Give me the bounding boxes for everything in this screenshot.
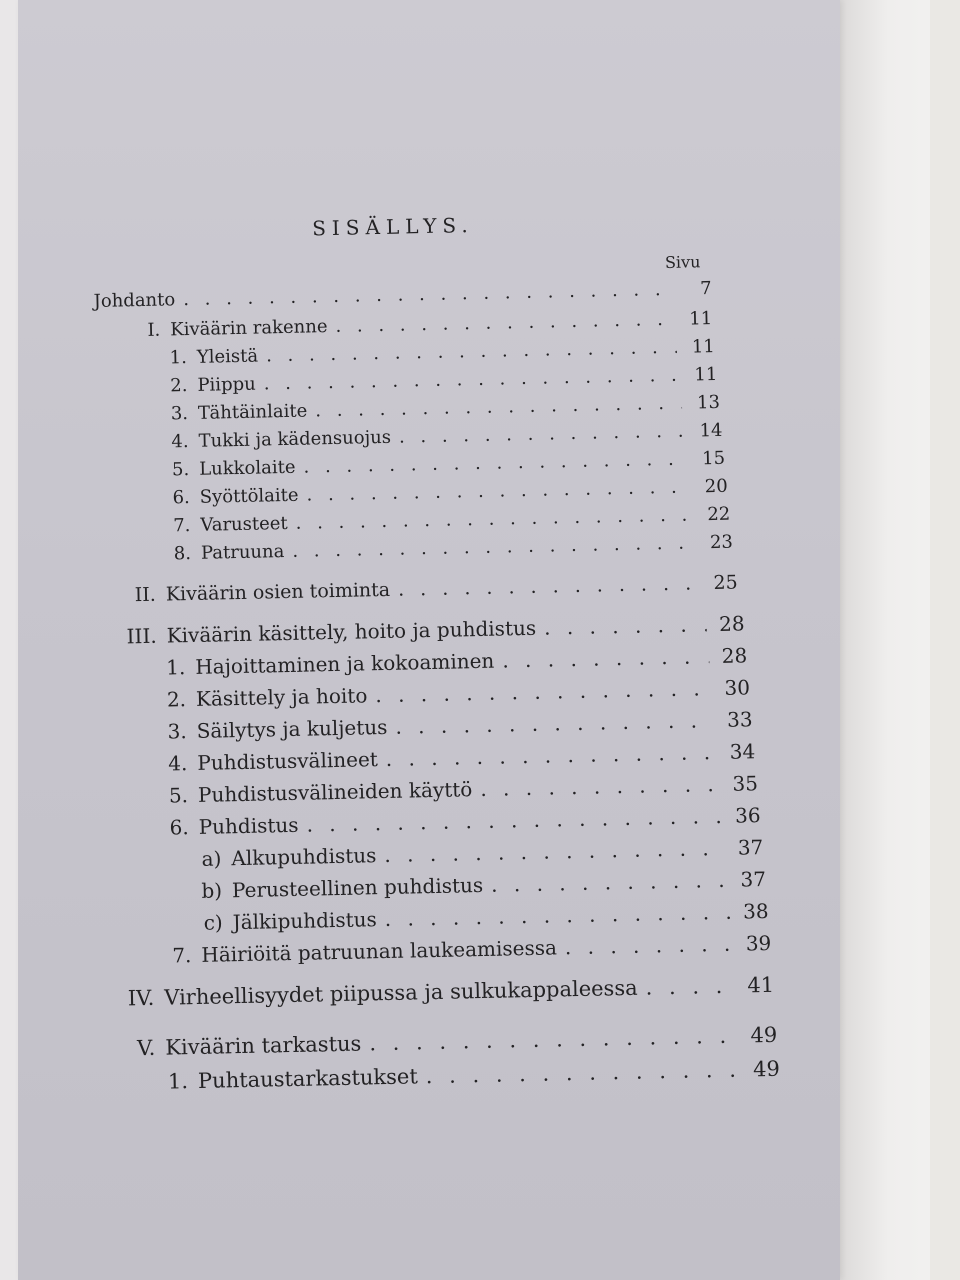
toc-entry-label: Kiväärin tarkastus [165, 1031, 362, 1060]
toc-entry-number: 1. [167, 1069, 189, 1094]
leader-dots [295, 504, 692, 533]
toc-entry-page: 25 [713, 571, 738, 595]
toc-entry-number: 2. [166, 687, 187, 712]
toc-entry [149, 532, 733, 565]
toc-entry-page: 36 [734, 803, 761, 828]
toc-entry [144, 803, 760, 840]
toc-entry [143, 739, 755, 776]
leader-dots [375, 676, 712, 707]
toc-entry-label: Alkupuhdistus [231, 843, 377, 871]
toc-entry-number: 3. [167, 719, 187, 744]
toc-entry-page: 35 [732, 771, 759, 796]
toc-entry-page: 37 [740, 867, 767, 892]
toc-entry-label: Virheellisyydet piipussa ja sulkukappaleessa [164, 975, 638, 1010]
toc-entry [93, 278, 711, 312]
leader-dots [384, 900, 730, 931]
toc-entry-page: 37 [737, 835, 764, 860]
leader-dots [384, 836, 725, 867]
toc-entry [145, 364, 717, 397]
toc-entry [104, 973, 774, 1011]
toc-entry [120, 308, 712, 341]
toc-entry-label: Perusteellinen puhdistus [231, 872, 484, 903]
toc-entry-label: Puhtaustarkastukset [197, 1064, 419, 1093]
toc-heading: SISÄLLYS. [311, 213, 474, 241]
leader-dots [502, 644, 709, 672]
leader-dots [480, 772, 720, 801]
toc-entry [140, 1057, 780, 1094]
toc-entry-page: 41 [747, 972, 775, 998]
toc-entry-number: b) [201, 878, 223, 903]
toc-entry [109, 1023, 777, 1061]
toc-entry-page: 11 [689, 308, 713, 330]
toc-entry-label: Tähtäinlaite [197, 400, 308, 424]
leader-dots [303, 449, 687, 478]
toc-entry-number: 4. [171, 431, 189, 453]
toc-entry-label: Puhdistusvälineet [197, 747, 379, 775]
toc-entry-number: III. [126, 623, 157, 649]
toc-entry [141, 643, 747, 680]
toc-entry-page: 39 [745, 930, 772, 956]
toc-entry [142, 707, 752, 744]
toc-entry-number: II. [134, 583, 157, 607]
leader-dots [395, 708, 715, 739]
toc-entry [147, 931, 771, 968]
toc-entry-page: 49 [752, 1056, 781, 1082]
toc-entry-label: Puhdistus [198, 812, 299, 839]
toc-entry-page: 38 [742, 898, 769, 924]
leader-dots [491, 868, 728, 897]
toc-entry-number: 7. [172, 515, 191, 537]
leader-dots [306, 804, 723, 837]
toc-entry-label: Hajoittaminen ja kokoaminen [195, 648, 495, 679]
toc-entry-label: Säilytys ja kuljetus [196, 714, 388, 743]
toc-entry-number: IV. [127, 985, 155, 1011]
toc-entry [144, 771, 758, 808]
toc-entry [102, 611, 744, 648]
leader-dots [398, 572, 700, 600]
toc-entry-page: 30 [724, 675, 751, 700]
toc-entry-label: Piippu [197, 373, 256, 396]
toc-entry-number: 1. [169, 347, 188, 369]
leader-dots [183, 279, 674, 310]
toc-entry [176, 867, 766, 903]
toc-entry-page: 22 [707, 503, 731, 526]
toc-entry-page: 20 [704, 475, 728, 498]
toc-entry [176, 899, 768, 935]
toc-entry-label: Kiväärin osien toiminta [165, 578, 391, 606]
toc-entry-number: a) [201, 846, 222, 871]
toc-entry-label: Syöttölaite [199, 484, 299, 508]
toc-entry-page: 34 [729, 739, 756, 764]
toc-entry-number: 6. [169, 815, 189, 840]
toc-entry-number: 1. [166, 655, 186, 680]
leader-dots [292, 532, 695, 561]
page-column-label: Sivu [664, 252, 701, 273]
leader-dots [386, 740, 718, 771]
toc-entry-page: 28 [721, 643, 748, 668]
toc-entry [145, 336, 715, 369]
leader-dots [315, 393, 682, 422]
toc-entry-label: Kiväärin rakenne [170, 316, 328, 341]
toc-entry-page: 11 [694, 363, 718, 386]
leader-dots [565, 932, 734, 960]
toc-entry-number: V. [136, 1035, 156, 1061]
toc-entry-label: Puhdistusvälineiden käyttö [197, 777, 473, 807]
toc-entry-label: Kiväärin käsittely, hoito ja puhdistus [166, 615, 537, 648]
toc-entry-label: Jälkipuhdistus [232, 907, 377, 935]
toc-entry-page: 23 [709, 531, 734, 554]
toc-entry-number: 3. [170, 403, 189, 425]
toc-entry [148, 504, 730, 537]
leader-dots [426, 1058, 743, 1089]
toc-entry-page: 28 [718, 611, 745, 636]
toc-entry-number: 5. [171, 459, 190, 481]
toc-entry-number: 7. [172, 943, 192, 968]
toc-entry-page: 11 [691, 335, 715, 358]
toc-entry-number: I. [147, 319, 161, 341]
toc-entry-number: 5. [168, 783, 189, 808]
leader-dots [399, 421, 685, 448]
toc-entry-label: Tukki ja kädensuojus [198, 426, 392, 452]
toc-entry-label: Patruuna [200, 541, 285, 564]
toc-entry [175, 835, 763, 871]
toc-entry-number: 6. [172, 487, 191, 509]
toc-entry [142, 675, 750, 712]
toc-entry-page: 49 [750, 1022, 778, 1048]
leader-dots [306, 477, 690, 506]
toc-entry-label: Käsittely ja hoito [195, 683, 368, 711]
leader-dots [263, 365, 679, 395]
leader-dots [544, 612, 707, 639]
toc-entry-label: Yleistä [196, 345, 259, 368]
toc-entry-page: 15 [701, 447, 726, 470]
leader-dots [369, 1024, 739, 1056]
toc-entry-label: Johdanto [93, 289, 176, 312]
leader-dots [266, 337, 677, 367]
toc-entry-page: 7 [699, 278, 712, 300]
toc-entry-number: c) [203, 910, 223, 935]
leader-dots [335, 309, 674, 337]
toc-entry-label: Lukkolaite [198, 456, 296, 480]
toc-entry-label: Häiriöitä patruunan laukeamisessa [201, 935, 558, 967]
leader-dots [645, 974, 736, 1000]
toc-entry-page: 14 [699, 419, 723, 442]
toc-entry-number: 2. [170, 375, 188, 397]
toc-entry-number: 8. [173, 542, 192, 565]
toc-entry [148, 476, 728, 509]
toc-entry-number: 4. [168, 751, 188, 776]
toc-entry-label: Varusteet [200, 512, 288, 536]
toc-entry [146, 392, 720, 425]
toc-entry-page: 33 [726, 707, 753, 732]
toc-entry [147, 448, 725, 481]
toc-entry-page: 13 [696, 391, 721, 414]
toc-entry [112, 572, 738, 607]
toc-entry [146, 420, 722, 453]
